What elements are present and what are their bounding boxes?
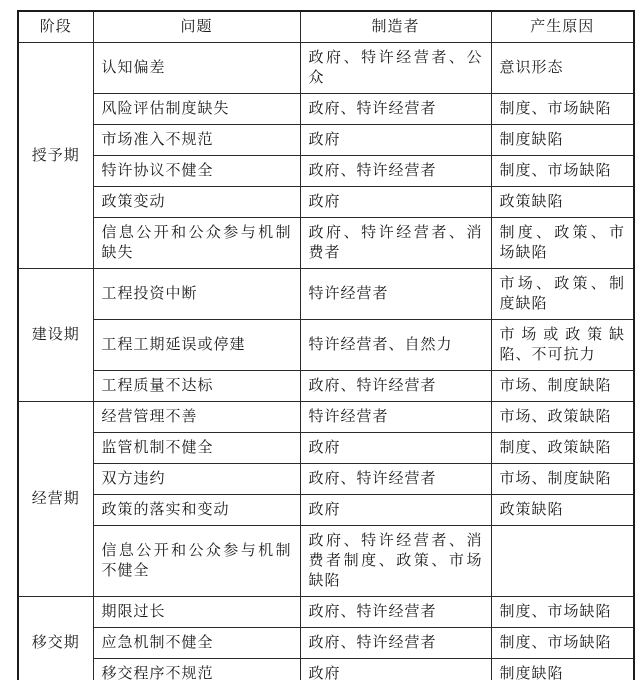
table-row (18, 597, 634, 628)
cause-cell: 制度、政策、市场缺陷 (491, 218, 634, 269)
page (0, 10, 644, 680)
table-row (18, 125, 634, 156)
problem-cell: 双方违约 (93, 464, 300, 495)
cause-cell (491, 526, 634, 597)
table-row (18, 371, 634, 402)
maker-cell: 政府、特许经营者 (300, 156, 491, 187)
table-row (18, 94, 634, 125)
column-header: 制造者 (300, 11, 491, 43)
problem-cell: 市场准入不规范 (93, 125, 300, 156)
table-body (18, 43, 634, 680)
problem-cell: 期限过长 (93, 597, 300, 628)
maker-cell: 政府、特许经营者 (300, 371, 491, 402)
table-row (18, 659, 634, 680)
table-row (18, 43, 634, 94)
maker-cell: 特许经营者 (300, 269, 491, 320)
problem-cell: 应急机制不健全 (93, 628, 300, 659)
table-header (18, 11, 634, 43)
cause-cell: 制度缺陷 (491, 125, 634, 156)
risk-table (17, 10, 635, 680)
maker-cell: 政府、特许经营者、消费者 (300, 218, 491, 269)
problem-cell: 移交程序不规范 (93, 659, 300, 680)
problem-cell: 信息公开和公众参与机制缺失 (93, 218, 300, 269)
cause-cell: 意识形态 (491, 43, 634, 94)
cause-cell: 政策缺陷 (491, 187, 634, 218)
cause-cell: 制度缺陷 (491, 659, 634, 680)
table-row (18, 187, 634, 218)
problem-cell: 监管机制不健全 (93, 433, 300, 464)
table-row (18, 628, 634, 659)
problem-cell: 特许协议不健全 (93, 156, 300, 187)
maker-cell: 政府、特许经营者、消费者制度、政策、市场缺陷 (300, 526, 491, 597)
table-row (18, 433, 634, 464)
cause-cell: 制度、市场缺陷 (491, 156, 634, 187)
problem-cell: 风险评估制度缺失 (93, 94, 300, 125)
table-row (18, 156, 634, 187)
table-row (18, 464, 634, 495)
maker-cell: 政府、特许经营者 (300, 464, 491, 495)
column-header: 阶段 (18, 11, 93, 43)
problem-cell: 政策的落实和变动 (93, 495, 300, 526)
table-row (18, 218, 634, 269)
table-row (18, 495, 634, 526)
problem-cell: 经营管理不善 (93, 402, 300, 433)
maker-cell: 特许经营者 (300, 402, 491, 433)
maker-cell: 政府 (300, 495, 491, 526)
maker-cell: 政府、特许经营者 (300, 94, 491, 125)
maker-cell: 政府、特许经营者 (300, 597, 491, 628)
maker-cell: 政府 (300, 125, 491, 156)
cause-cell: 制度、市场缺陷 (491, 94, 634, 125)
table-row (18, 269, 634, 320)
problem-cell: 信息公开和公众参与机制不健全 (93, 526, 300, 597)
maker-cell: 特许经营者、自然力 (300, 320, 491, 371)
cause-cell: 市场、政策、制度缺陷 (491, 269, 634, 320)
cause-cell: 市场、制度缺陷 (491, 371, 634, 402)
maker-cell: 政府、特许经营者 (300, 628, 491, 659)
table-row (18, 320, 634, 371)
cause-cell: 市场、政策缺陷 (491, 402, 634, 433)
problem-cell: 工程工期延误或停建 (93, 320, 300, 371)
stage-cell: 经营期 (18, 402, 93, 597)
problem-cell: 认知偏差 (93, 43, 300, 94)
problem-cell: 政策变动 (93, 187, 300, 218)
cause-cell: 市场、制度缺陷 (491, 464, 634, 495)
cause-cell: 政策缺陷 (491, 495, 634, 526)
stage-cell: 移交期 (18, 597, 93, 680)
cause-cell: 市场或政策缺陷、不可抗力 (491, 320, 634, 371)
table-row (18, 526, 634, 597)
column-header: 产生原因 (491, 11, 634, 43)
cause-cell: 制度、市场缺陷 (491, 628, 634, 659)
cause-cell: 制度、政策缺陷 (491, 433, 634, 464)
cause-cell: 制度、市场缺陷 (491, 597, 634, 628)
maker-cell: 政府、特许经营者、公众 (300, 43, 491, 94)
header-row (18, 11, 634, 43)
column-header: 问题 (93, 11, 300, 43)
stage-cell: 建设期 (18, 269, 93, 402)
maker-cell: 政府 (300, 433, 491, 464)
maker-cell: 政府 (300, 659, 491, 680)
problem-cell: 工程质量不达标 (93, 371, 300, 402)
problem-cell: 工程投资中断 (93, 269, 300, 320)
maker-cell: 政府 (300, 187, 491, 218)
stage-cell: 授予期 (18, 43, 93, 269)
table-row (18, 402, 634, 433)
